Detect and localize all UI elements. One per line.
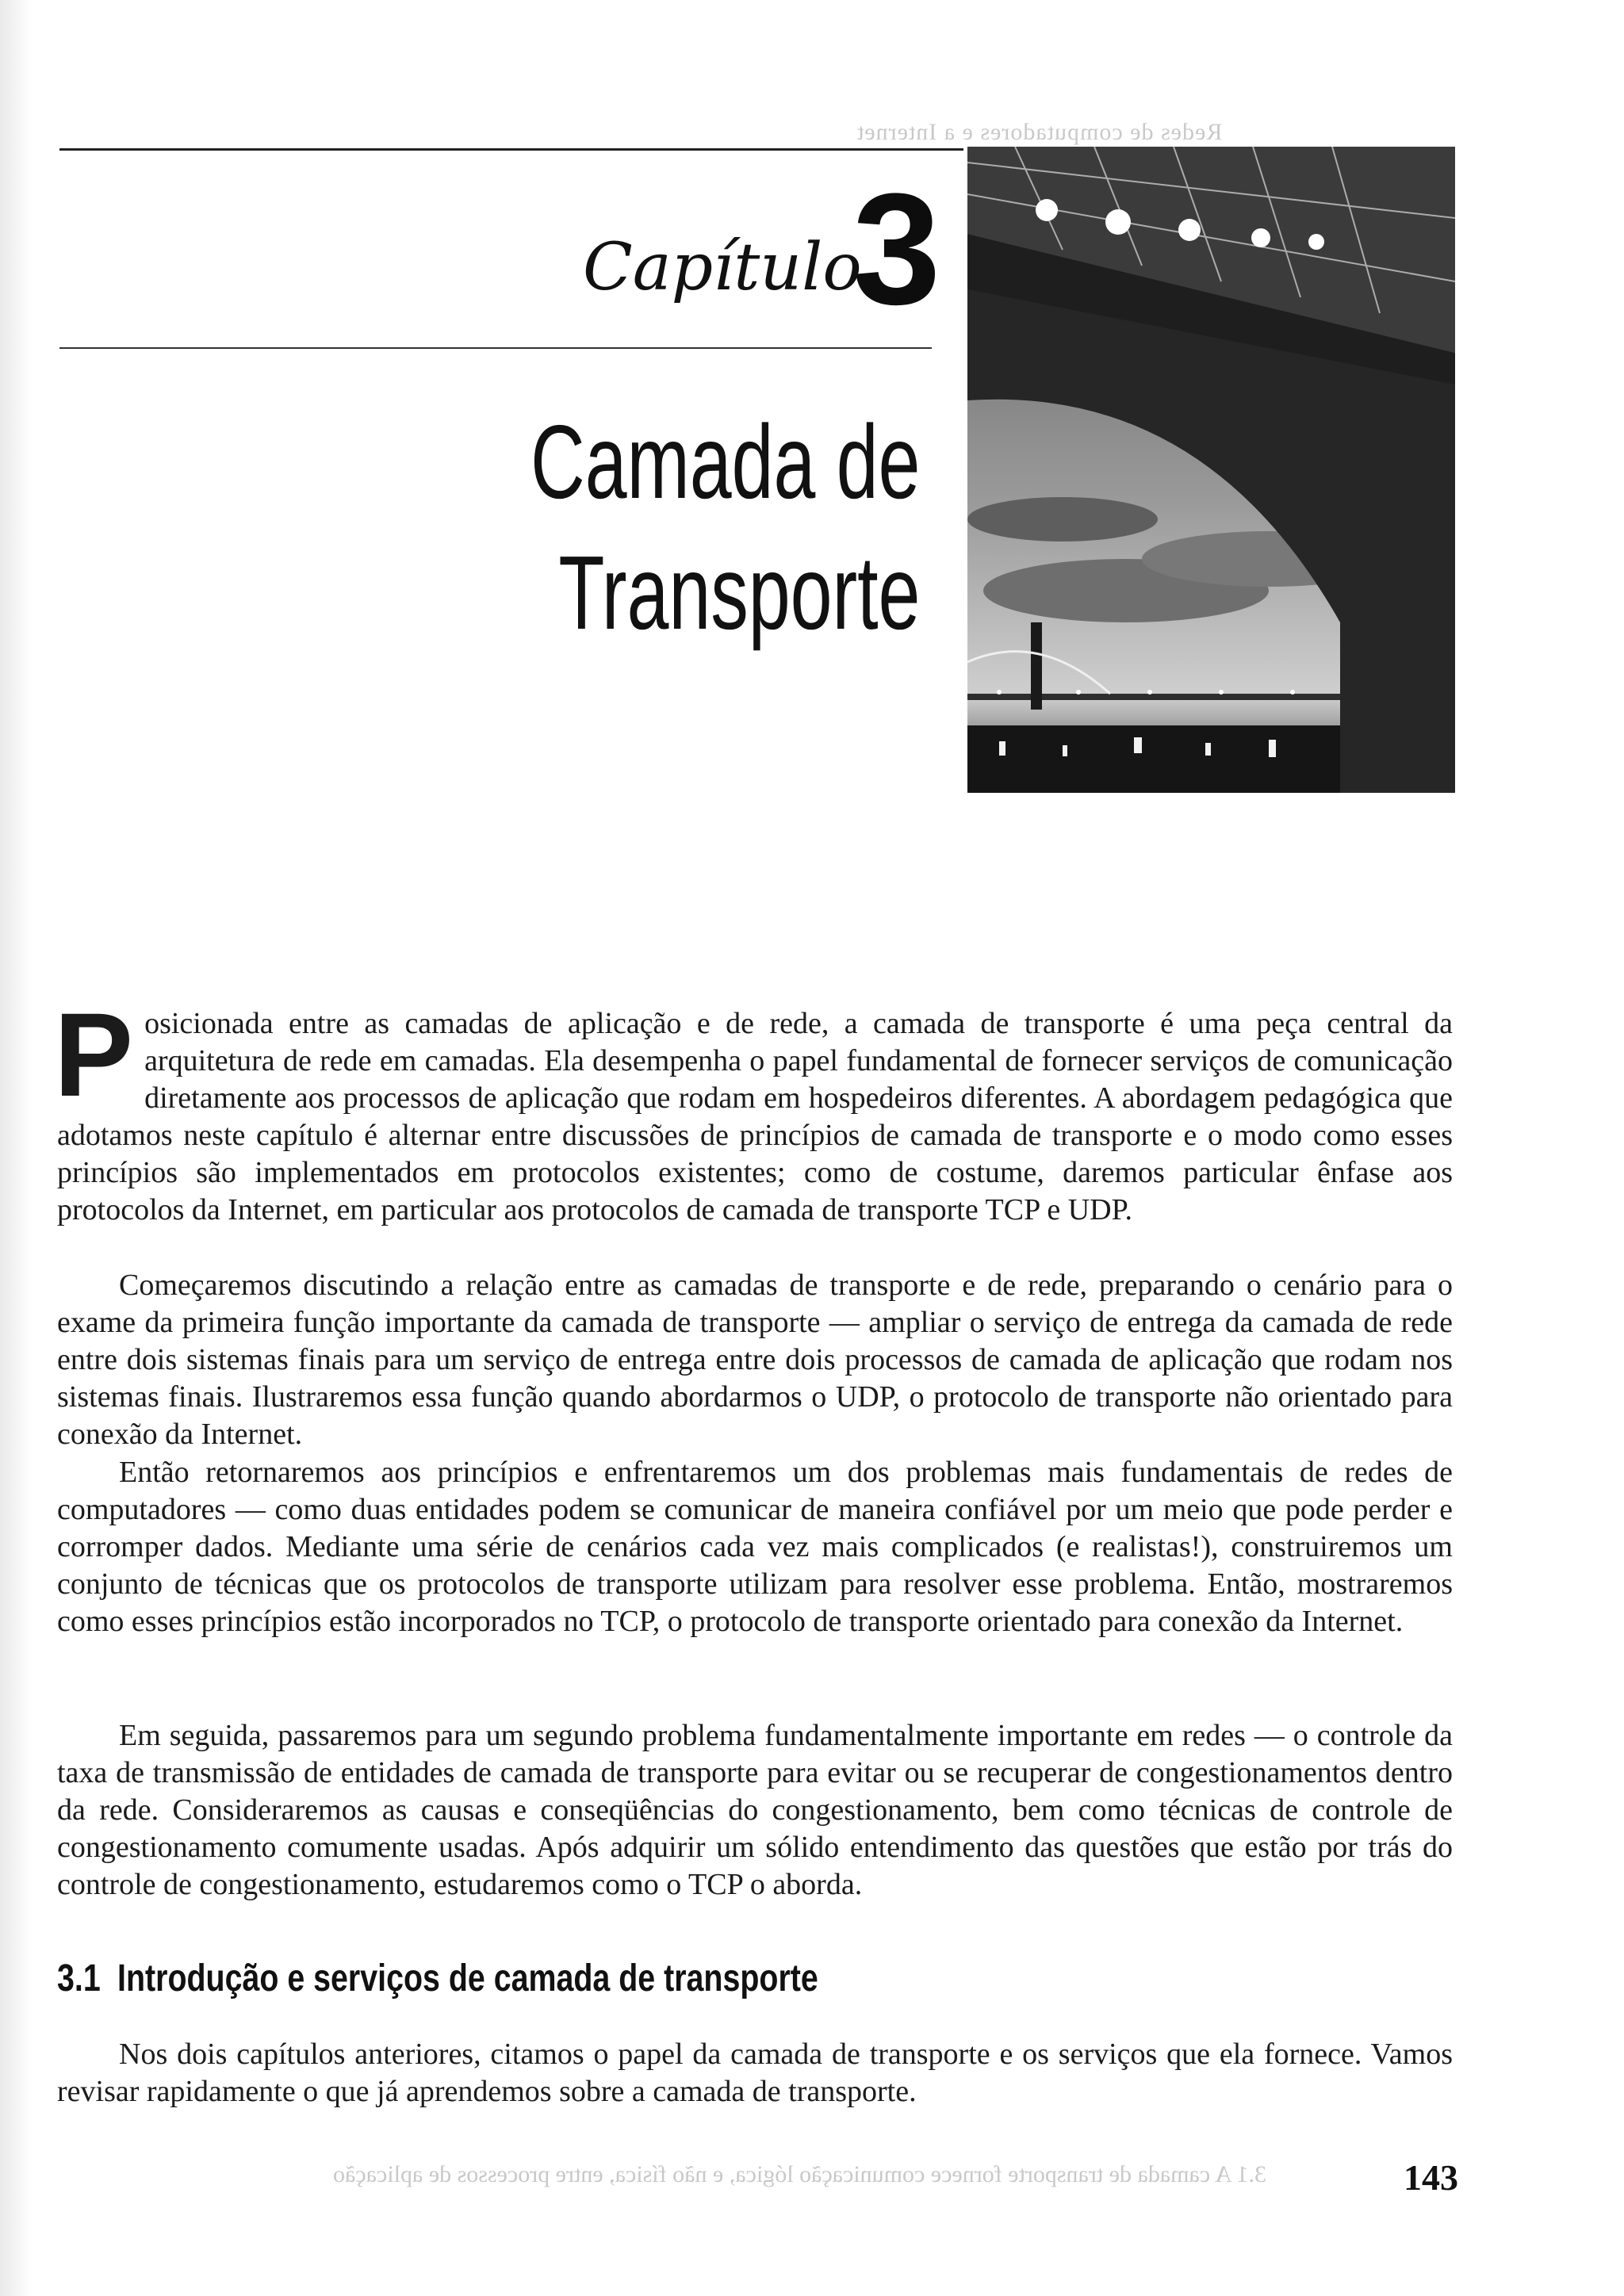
chapter-title-line-2: Transporte [557,534,920,651]
section-number: 3.1 [57,1957,101,1999]
paragraph-5: Nos dois capítulos anteriores, citamos o papel da camada de transporte e os serviços que ela fornece. Vamos revisar rapidamente o que já aprendemos sobre a camada de transporte. [57,2038,1453,2108]
paragraph-4: Em seguida, passaremos para um segundo problema fundamentalmente importante em redes — o controle da taxa de transmissão de entidades de camada de transporte para evitar ou se recuperar de congestionamentos dentro da rede. Consideraremos as causas e conseqüências do congestionamento, bem como técnicas de controle de congestionamento comumente usadas. Após adquirir um sólido entendimento das questões que estão por trás do controle de congestionamento, estudaremos como o TCP o aborda. [57,1719,1453,1901]
chapter-word: Capítulo [583,230,862,305]
paragraph-1-text: osicionada entre as camadas de aplicação e de rede, a camada de transporte é uma peça central da arquitetura de rede em camadas. Ela desempenha o papel fundamental de fornecer serviços de comunicação diretamente aos processos de aplicação que rodam em hospedeiros diferentes. A abordagem pedagógica que adotamos neste capítulo é alternar entre discussões de princípios de camada de transporte e o modo como esses princípios são implementados em protocolos existentes; como de costume, daremos particular ênfase aos protocolos da Internet, em particular aos protocolos de camada de transporte TCP e UDP. [57,1007,1453,1226]
drop-cap: P [54,988,134,1121]
bridge-photo [967,147,1455,793]
paragraph-3: Então retornaremos aos princípios e enfrentaremos um dos problemas mais fundamentais de redes de computadores — como duas entidades podem se comunicar de maneira confiável por um meio que pode perder e corromper dados. Mediante uma série de cenários cada vez mais complicados (e realistas!), construiremos um conjunto de técnicas que os protocolos de transporte utilizam para resolver esse problema. Então, mostraremos como esses princípios estão incorporados no TCP, o protocolo de transporte orientado para conexão da Internet. [57,1456,1453,1638]
top-rule [59,148,963,151]
scan-edge-shadow [0,0,32,2296]
paragraph-1 [54,988,1453,1229]
bleed-through-header: Redes de computadores e a Internet [856,119,1223,145]
chapter-number: 3 [852,161,941,338]
middle-rule [59,347,932,349]
bleed-through-footer: 3.1 A camada de transporte fornece comunicação lógica, e não física, entre processos de aplicação [333,2161,1266,2187]
chapter-title-line-1: Camada de [530,404,920,520]
page-number: 143 [1404,2157,1458,2198]
section-heading [57,1957,818,2000]
paragraph-2: Começaremos discutindo a relação entre as camadas de transporte e de rede, preparando o cenário para o exame da primeira função importante da camada de transporte — ampliar o serviço de entrega da camada de rede entre dois sistemas finais para um serviço de entrega entre dois processos de camada de aplicação que rodam nos sistemas finais. Ilustraremos essa função quando abordarmos o UDP, o protocolo de transporte não orientado para conexão da Internet. [57,1269,1453,1451]
bridge-photo-illustration [967,147,1455,793]
chapter-title [530,396,920,658]
section-title: Introdução e serviços de camada de transporte [117,1957,818,1999]
